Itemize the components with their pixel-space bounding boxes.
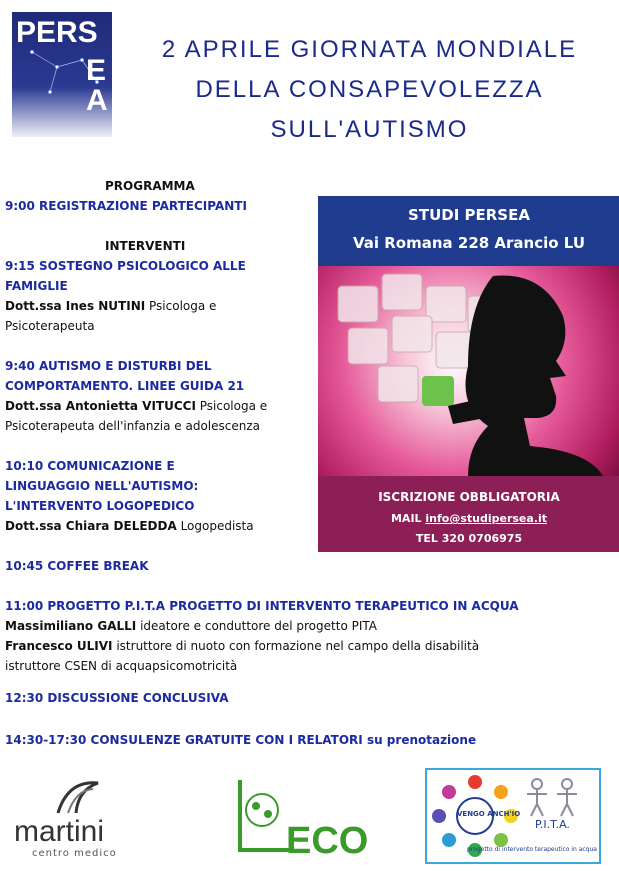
speaker-role: Psicoterapeuta <box>5 319 95 333</box>
item-title: LINGUAGGIO NELL'AUTISMO: <box>5 479 199 493</box>
item-title: 9:15 SOSTEGNO PSICOLOGICO ALLE <box>5 259 246 273</box>
speaker-name: Dott.ssa Antonietta VITUCCI <box>5 399 196 413</box>
eco-tree-icon <box>232 780 292 860</box>
pita-logo <box>425 768 601 864</box>
tel-line: TEL 320 0706975 <box>415 532 523 545</box>
interventi-heading: INTERVENTI <box>105 239 186 253</box>
children-icon <box>523 778 583 818</box>
coffee-break: 10:45 COFFEE BREAK <box>5 559 149 573</box>
title-line-1: 2 APRILE GIORNATA MONDIALE <box>161 36 578 63</box>
title-line-3: SULL'AUTISMO <box>270 116 469 143</box>
pita-sub: progetto di intervento terapeutico in acqua <box>467 846 597 853</box>
venue-name: STUDI PERSEA <box>408 206 530 224</box>
martini-sub: centro medico <box>32 848 117 859</box>
mail-link[interactable]: info@studipersea.it <box>425 512 548 525</box>
martini-name: martini <box>14 815 105 848</box>
consult-tail: su prenotazione <box>362 733 477 747</box>
title-line-2: DELLA CONSAPEVOLEZZA <box>195 76 544 103</box>
speaker-role: Psicologa e <box>145 299 217 313</box>
speaker-role: istruttore CSEN di acquapsicomotricità <box>5 659 238 673</box>
martini-swirl-icon <box>48 775 108 815</box>
program-item-2 <box>5 356 267 436</box>
persea-logo <box>12 12 112 137</box>
mail-line <box>318 512 619 525</box>
logo-text-side: E A <box>86 54 108 117</box>
speaker-name: Dott.ssa Ines NUTINI <box>5 299 146 313</box>
info-box <box>318 196 619 552</box>
speaker-role: Psicologa e <box>195 399 268 413</box>
pita-name: P.I.T.A. <box>535 818 570 831</box>
registration-item: 9:00 REGISTRAZIONE PARTECIPANTI <box>5 199 247 213</box>
vengo-text: VENGO ANCH'IO <box>457 810 521 818</box>
program-item-pita <box>5 596 519 676</box>
item-title: 11:00 PROGETTO P.I.T.A PROGETTO DI INTERVENTO TERAPEUTICO IN ACQUA <box>5 599 519 613</box>
venue-address: Vai Romana 228 Arancio LU <box>352 234 585 252</box>
speaker-role: istruttore di nuoto con formazione nel campo della disabilità <box>112 639 480 653</box>
program-item-1 <box>5 256 246 336</box>
speaker-role: Logopedista <box>176 519 254 533</box>
program-item-3 <box>5 456 254 536</box>
speaker-role: Psicoterapeuta dell'infanzia e adolescenza <box>5 419 261 433</box>
item-title: FAMIGLIE <box>5 279 68 293</box>
consult-title: 14:30-17:30 CONSULENZE GRATUITE CON I RELATORI <box>5 733 363 747</box>
discussion-item: 12:30 DISCUSSIONE CONCLUSIVA <box>5 691 229 705</box>
martini-logo <box>10 775 140 865</box>
item-title: COMPORTAMENTO. LINEE GUIDA 21 <box>5 379 245 393</box>
autism-puzzle-image <box>318 266 619 476</box>
info-footer <box>318 476 619 552</box>
item-title: 9:40 AUTISMO E DISTURBI DEL <box>5 359 212 373</box>
speaker-name: Francesco ULIVI <box>5 639 113 653</box>
speaker-name: Massimiliano GALLI <box>5 619 137 633</box>
logo-text-top: PERS <box>16 16 98 49</box>
consult-item <box>5 730 476 750</box>
speaker-role: ideatore e conduttore del progetto PITA <box>136 619 377 633</box>
mail-label: MAIL <box>390 512 426 525</box>
eco-text: ECO <box>286 820 369 862</box>
eco-logo <box>232 780 369 865</box>
info-header <box>318 196 619 266</box>
puzzle-child-illustration <box>318 266 619 476</box>
signup-required: ISCRIZIONE OBBLIGATORIA <box>378 490 560 504</box>
speaker-name: Dott.ssa Chiara DELEDDA <box>5 519 177 533</box>
item-title: L'INTERVENTO LOGOPEDICO <box>5 499 195 513</box>
item-title: 10:10 COMUNICAZIONE E <box>5 459 175 473</box>
program-heading: PROGRAMMA <box>105 179 195 193</box>
